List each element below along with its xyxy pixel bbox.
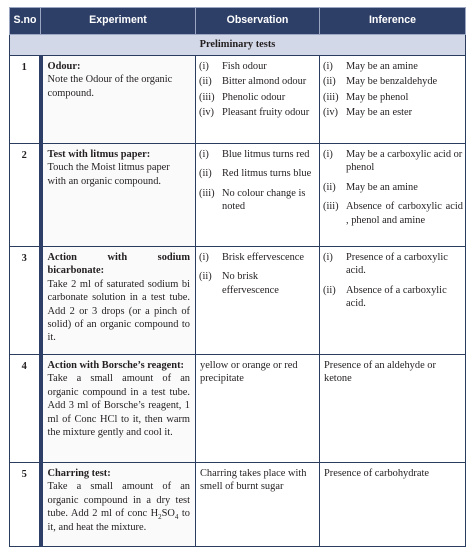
experiment-title: Test with litmus paper: xyxy=(47,149,151,160)
list-item: (i) Fish odour xyxy=(199,61,267,72)
experiment-title: Charring test: xyxy=(47,468,111,479)
experiment-description: Take 2 ml of saturated sodium bi carbonate solution in a test tube. Add 2 or 3 drops (or a pinch of solid) of an organic compound to it. xyxy=(47,278,190,344)
inference-cell xyxy=(320,144,466,247)
list-item: (i) Brisk effervescence xyxy=(199,252,305,263)
inference-cell: Presence of carbohydrate xyxy=(320,463,466,547)
experiment-description: Touch the Moist litmus paper with an organic compound. xyxy=(47,162,170,187)
header-observation: Observation xyxy=(196,8,320,35)
inference-cell: Presence of an aldehyde or ketone xyxy=(320,355,466,463)
row-sno: 4 xyxy=(10,355,41,463)
list-item: (iii) No colour change is noted xyxy=(199,187,306,213)
section-row xyxy=(10,35,466,56)
experiment-title: Odour: xyxy=(47,61,81,72)
observation-cell: yellow or orange or red precipitate xyxy=(196,355,320,463)
list-item: (iv) May be an ester xyxy=(323,107,413,119)
observation-cell xyxy=(196,247,320,355)
observation-cell xyxy=(196,144,320,247)
list-item: (iii) May be phenol xyxy=(323,91,409,103)
header-sno: S.no xyxy=(10,8,41,35)
list-item: (ii) Bitter almond odour xyxy=(199,76,307,88)
experiment-cell xyxy=(41,247,196,355)
experiment-title: Action with Borsche’s reagent: xyxy=(47,360,184,371)
list-item: (ii) Red litmus turns blue xyxy=(199,168,312,180)
header-experiment: Experiment xyxy=(41,8,196,35)
experiment-table-container xyxy=(9,7,465,550)
experiment-title: Action with sodium bicarbonate: xyxy=(47,252,190,277)
table-row xyxy=(10,144,466,247)
list-item: (ii) No brisk effervescence xyxy=(199,271,279,296)
inference-cell xyxy=(320,56,466,144)
experiment-cell xyxy=(41,355,196,463)
experiment-cell xyxy=(41,463,196,547)
experiment-cell xyxy=(41,56,196,144)
observation-cell: Charring takes place with smell of burnt sugar xyxy=(196,463,320,547)
row-sno: 1 xyxy=(10,56,41,144)
experiment-cell xyxy=(41,144,196,247)
organic-tests-table xyxy=(9,7,466,547)
list-item: (i) Presence of a carboxylic acid. xyxy=(323,252,448,277)
header-inference: Inference xyxy=(320,8,466,35)
row-sno: 5 xyxy=(10,463,41,547)
table-row xyxy=(10,247,466,355)
list-item: (i) Blue litmus turns red xyxy=(199,149,310,160)
experiment-description: Take a small amount of an organic compound in a dry test tube. Add 2 ml of conc $H_2SO_4$ to it, and heat the mixture. xyxy=(47,481,190,533)
table-row xyxy=(10,463,466,547)
section-title: Preliminary tests xyxy=(10,35,466,56)
observation-cell xyxy=(196,56,320,144)
list-item: (i) May be a carboxylic acid or phenol xyxy=(323,149,463,174)
list-item: (iii) Phenolic odour xyxy=(199,91,286,103)
list-item: (i) May be an amine xyxy=(323,61,418,72)
row-sno: 2 xyxy=(10,144,41,247)
list-item: (iii) Absence of carboxylic acid , phenol and amine xyxy=(323,201,463,226)
table-row xyxy=(10,355,466,463)
list-item: (ii) Absence of a carboxylic acid. xyxy=(323,284,447,310)
inference-cell xyxy=(320,247,466,355)
list-item: (iv) Pleasant fruity odour xyxy=(199,107,310,119)
table-row xyxy=(10,56,466,144)
list-item: (ii) May be benzaldehyde xyxy=(323,76,438,88)
experiment-description: Take a small amount of an organic compound in a test tube. Add 3 ml of Borsche’s reagent, 1 ml of Conc HCl to it, then warm the mixture gently and cool it. xyxy=(47,373,190,439)
table-header-row xyxy=(10,8,466,35)
row-sno: 3 xyxy=(10,247,41,355)
list-item: (ii) May be an amine xyxy=(323,181,418,193)
experiment-description: Note the Odour of the organic compound. xyxy=(47,74,173,99)
